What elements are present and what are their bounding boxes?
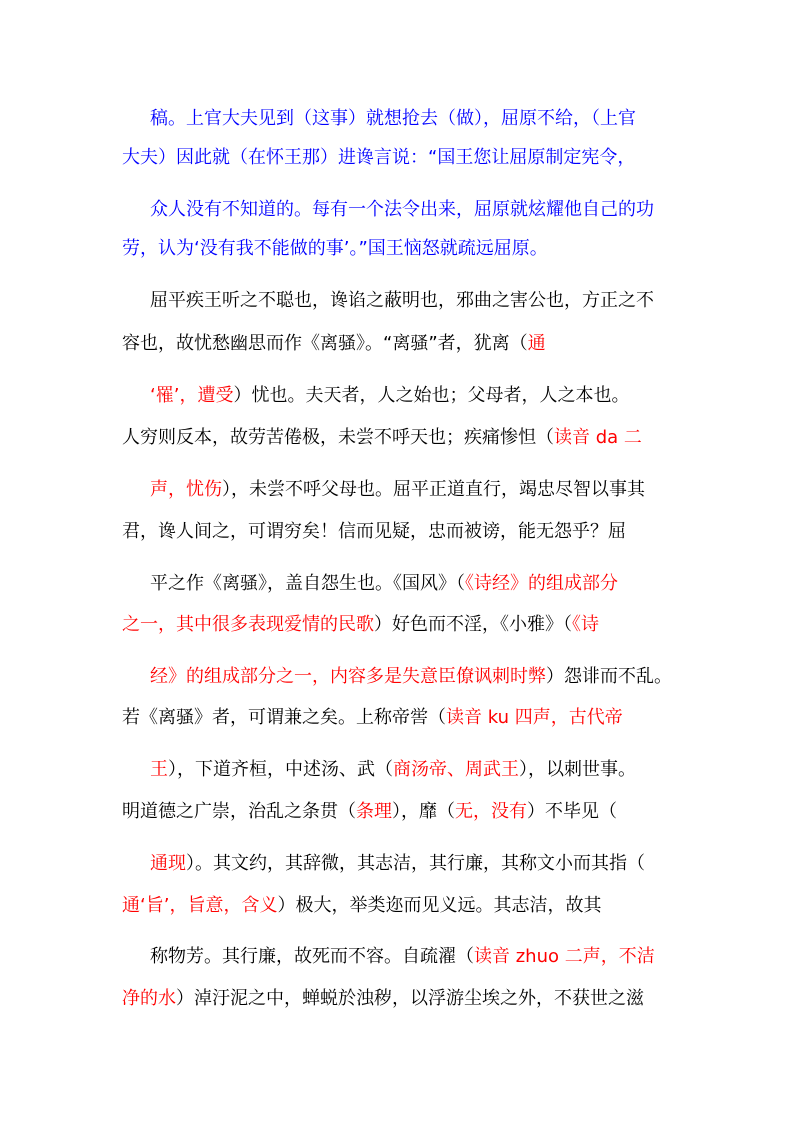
text-line-9 [150,478,645,502]
text-line-20 [122,987,644,1011]
text-line-3 [150,198,654,222]
translation-text: 劳，认为‘没有我不能做的事’。”国王恼怒就疏远屈原。 [122,238,548,259]
original-text: 若《离骚》者，可谓兼之矣。上称帝喾（ [122,707,446,728]
original-text: 人穷则反本，故劳苦倦极，未尝不呼天也；疾痛惨怛（ [122,427,554,448]
text-line-14 [122,706,623,730]
annotation-text: 通‘旨’，旨意，含义 [122,895,278,916]
original-text: 称物芳。其行廉，故死而不容。自疏濯（ [150,946,474,967]
text-line-16 [122,800,617,824]
annotation-text: 读音 zhuo 二声，不洁 [474,946,655,967]
text-line-12 [122,613,599,637]
original-text: ）忧也。夫天者，人之始也；父母者，人之本也。 [233,385,630,406]
annotation-text: 通 [527,333,546,354]
text-line-5 [150,289,654,313]
annotation-text: 声，忧伤 [150,479,222,500]
text-line-2 [122,146,635,170]
original-text: 容也，故忧愁幽思而作《离骚》。“离骚”者，犹离（ [122,333,528,354]
translation-text: 大夫）因此就（在怀王那）进谗言说：“国王您让屈原制定宪令， [122,147,636,168]
original-text: ）。其文约，其辞微，其志洁，其行廉，其称文小而其指（ [186,853,645,874]
annotation-text: 王 [150,759,168,780]
annotation-text: 经》的组成部分之一，内容多是失意臣僚讽刺时弊 [150,666,546,687]
text-line-10 [122,520,626,544]
annotation-text: 《诗 [572,614,599,635]
original-text: ）怨诽而不乱。 [546,666,672,687]
original-text: ），未尝不呼父母也。屈平正道直行，竭忠尽智以事其 [222,479,645,500]
text-line-15 [150,758,636,782]
annotation-text: ‘罹’，遭受 [150,385,234,406]
translation-text: 众人没有不知道的。每有一个法令出来，屈原就炫耀他自己的功 [150,199,654,220]
annotation-text: 商汤帝、周武王 [393,759,519,780]
translation-text: 稿。上官大夫见到（这事）就想抢去（做），屈原不给，（上官 [150,108,636,129]
text-line-1 [150,107,636,131]
text-line-8 [122,426,642,450]
original-text: 平之作《离骚》，盖自怨生也。《国风》（ [150,573,465,594]
text-line-11 [150,572,618,596]
annotation-text: 净的水 [122,988,176,1009]
text-line-6 [122,332,546,356]
annotation-text: 通现 [150,853,186,874]
original-text: ）好色而不淫，《小雅》（ [374,614,572,635]
original-text: ）淖汙泥之中，蝉蜕於浊秽，以浮游尘埃之外，不获世之滋 [176,988,644,1009]
annotation-text: 条理 [356,801,392,822]
original-text: ）极大，举类迩而见义远。其志洁，故其 [277,895,602,916]
text-line-7 [150,384,629,408]
text-line-17 [150,852,645,876]
text-line-18 [122,894,601,918]
original-text: ）不毕见（ [527,801,617,822]
annotation-text: 读音 da 二 [554,427,642,448]
original-text: ），下道齐桓，中述汤、武（ [168,759,393,780]
text-line-13 [150,665,672,689]
annotation-text: 无，没有 [455,801,527,822]
text-line-4 [122,237,548,261]
annotation-text: 读音 ku 四声，古代帝 [446,707,623,728]
original-text: 屈平疾王听之不聪也，谗谄之蔽明也，邪曲之害公也，方正之不 [150,290,654,311]
original-text: ），靡（ [392,801,455,822]
text-line-19 [150,945,655,969]
original-text: 君，谗人间之，可谓穷矣！信而见疑，忠而被谤，能无怨乎？屈 [122,521,626,542]
annotation-text: 之一，其中很多表现爱情的民歌 [122,614,374,635]
original-text: ），以刺世事。 [519,759,636,780]
original-text: 明道德之广崇，治乱之条贯（ [122,801,356,822]
annotation-text: 《诗经》的组成部分 [465,573,618,594]
